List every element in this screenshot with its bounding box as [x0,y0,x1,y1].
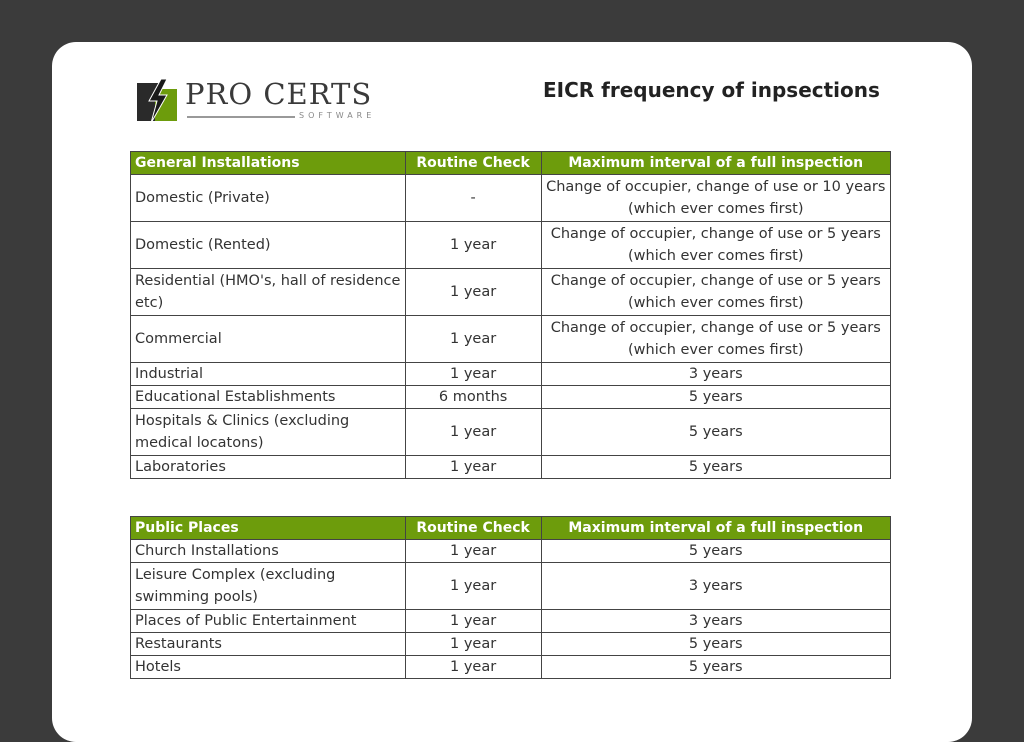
table-row [131,409,891,456]
logo-divider [187,116,295,118]
table-row [131,633,891,656]
table-row [131,540,891,563]
column-header: Public Places [131,517,406,540]
cell: 5 years [541,456,890,479]
cell: Domestic (Private) [131,175,406,222]
table-row [131,563,891,610]
cell: Change of occupier, change of use or 5 years (which ever comes first) [541,222,890,269]
cell: Educational Establishments [131,386,406,409]
table-row [131,175,891,222]
cell: 1 year [405,456,541,479]
table-row [131,269,891,316]
cell: Places of Public Entertainment [131,610,406,633]
cell: 1 year [405,316,541,363]
cell: 5 years [541,386,890,409]
cell: 6 months [405,386,541,409]
cell: Change of occupier, change of use or 5 years (which ever comes first) [541,316,890,363]
general-installations-table [130,151,891,479]
cell: 5 years [541,633,890,656]
cell: - [405,175,541,222]
cell: Change of occupier, change of use or 5 years (which ever comes first) [541,269,890,316]
table-row [131,610,891,633]
table-row [131,316,891,363]
cell: Industrial [131,363,406,386]
cell: 5 years [541,409,890,456]
cell: Laboratories [131,456,406,479]
cell: Hospitals & Clinics (excluding medical locatons) [131,409,406,456]
logo-subtitle: SOFTWARE [299,111,376,120]
logo-name: PRO CERTS [185,77,373,111]
cell: 5 years [541,656,890,679]
lightning-bolt-icon [137,79,177,123]
table-row [131,386,891,409]
cell: 1 year [405,222,541,269]
column-header: Maximum interval of a full inspection [541,517,890,540]
public-places-table [130,516,891,679]
cell: 1 year [405,563,541,610]
cell: Domestic (Rented) [131,222,406,269]
cell: 1 year [405,540,541,563]
cell: Church Installations [131,540,406,563]
column-header: Maximum interval of a full inspection [541,152,890,175]
cell: 3 years [541,563,890,610]
cell: 1 year [405,656,541,679]
cell: 1 year [405,363,541,386]
cell: 1 year [405,633,541,656]
cell: Change of occupier, change of use or 10 years (which ever comes first) [541,175,890,222]
cell: 1 year [405,269,541,316]
cell: 1 year [405,409,541,456]
cell: Commercial [131,316,406,363]
table-row [131,456,891,479]
cell: 3 years [541,610,890,633]
page-title: EICR frequency of inpsections [543,78,880,102]
table-header-row [131,152,891,175]
cell: Leisure Complex (excluding swimming pools) [131,563,406,610]
table-row [131,656,891,679]
column-header: Routine Check [405,152,541,175]
table-row [131,222,891,269]
cell: Hotels [131,656,406,679]
cell: 5 years [541,540,890,563]
column-header: General Installations [131,152,406,175]
cell: Residential (HMO's, hall of residence etc) [131,269,406,316]
column-header: Routine Check [405,517,541,540]
cell: 1 year [405,610,541,633]
cell: 3 years [541,363,890,386]
table-row [131,363,891,386]
cell: Restaurants [131,633,406,656]
table-header-row [131,517,891,540]
pro-certs-logo [137,73,397,125]
